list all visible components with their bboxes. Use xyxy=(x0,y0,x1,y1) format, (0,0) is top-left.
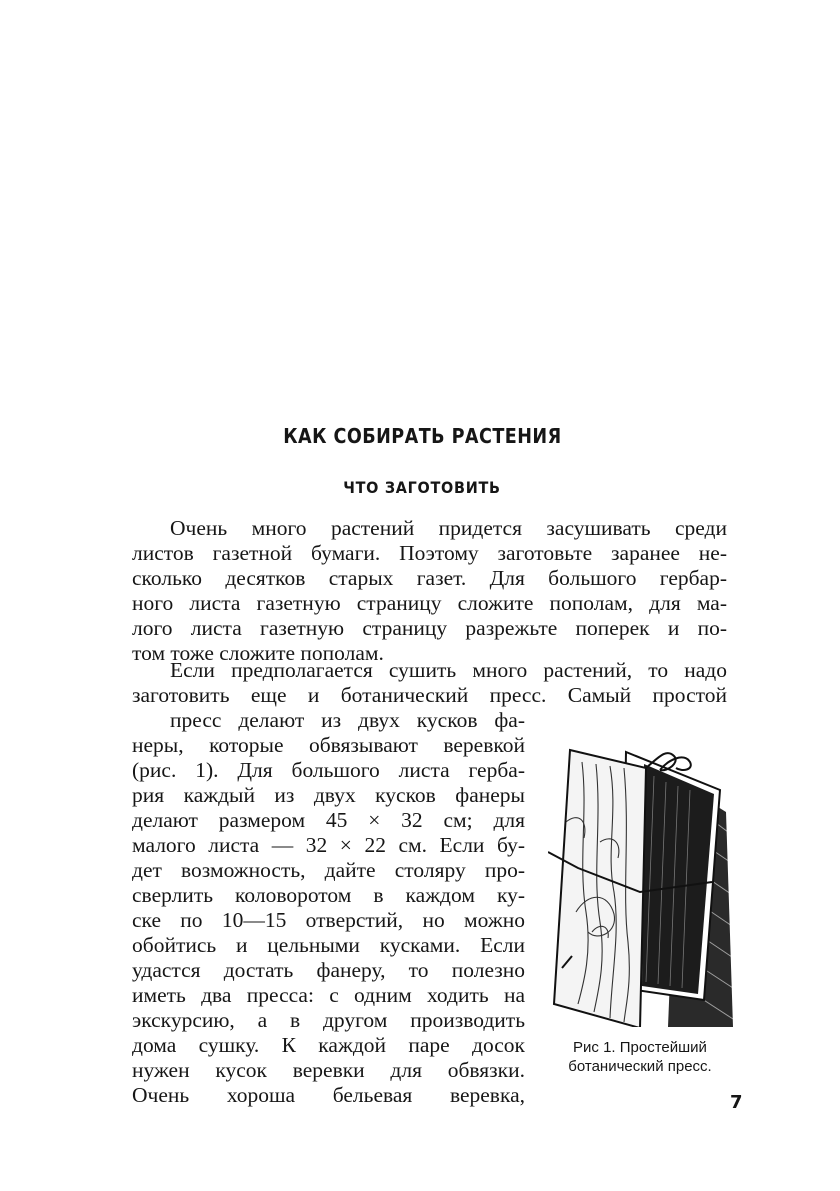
text-line: листов газетной бумаги. Поэтому заготовьте заранее не- xyxy=(132,541,727,565)
text-line: дет возможность, дайте столяру про- xyxy=(132,858,525,882)
text-line: рия каждый из двух кусков фанеры xyxy=(132,783,525,807)
text-line: малого листа — 32 × 22 см. Если бу- xyxy=(132,833,525,857)
text-line: неры, которые обвязывают веревкой xyxy=(132,733,525,757)
page-title: КАК СОБИРАТЬ РАСТЕНИЯ xyxy=(283,424,562,448)
text-line: ске по 10—15 отверстий, но можно xyxy=(132,908,525,932)
figure-caption-line-2: ботанический пресс. xyxy=(568,1058,712,1075)
text-line: Если предполагается сушить много растений, то надо xyxy=(170,658,727,682)
section-subtitle: ЧТО ЗАГОТОВИТЬ xyxy=(343,478,501,497)
text-line: нужен кусок веревки для обвязки. xyxy=(132,1058,525,1082)
text-line: сверлить коловоротом в каждом ку- xyxy=(132,883,525,907)
text-line: удастся достать фанеру, то полезно xyxy=(132,958,525,982)
text-line: дома сушку. К каждой паре досок xyxy=(132,1033,525,1057)
figure-caption-line-1: Рис 1. Простейший xyxy=(573,1039,707,1056)
text-line: пресс делают из двух кусков фа- xyxy=(170,708,525,732)
text-line: делают размером 45 × 32 см; для xyxy=(132,808,525,832)
text-line: Очень хороша бельевая веревка, xyxy=(132,1083,525,1107)
text-line: иметь два пресса: с одним ходить на xyxy=(132,983,525,1007)
text-line: лого листа газетную страницу разрежьте поперек и по- xyxy=(132,616,727,640)
text-line: Очень много растений придется засушивать среди xyxy=(170,516,727,540)
text-line: (рис. 1). Для большого листа герба- xyxy=(132,758,525,782)
text-line: обойтись и цельными кусками. Если xyxy=(132,933,525,957)
text-line: экскурсию, а в другом производить xyxy=(132,1008,525,1032)
text-line: ного листа газетную страницу сложите пополам, для ма- xyxy=(132,591,727,615)
text-line: сколько десятков старых газет. Для большого гербар- xyxy=(132,566,727,590)
page-number: 7 xyxy=(730,1092,743,1113)
botanical-press-illustration-icon xyxy=(548,742,738,1027)
text-line: заготовить еще и ботанический пресс. Самый простой xyxy=(132,683,727,707)
text-line: том тоже сложите пополам. xyxy=(132,641,384,665)
figure-botanical-press xyxy=(548,742,738,1027)
